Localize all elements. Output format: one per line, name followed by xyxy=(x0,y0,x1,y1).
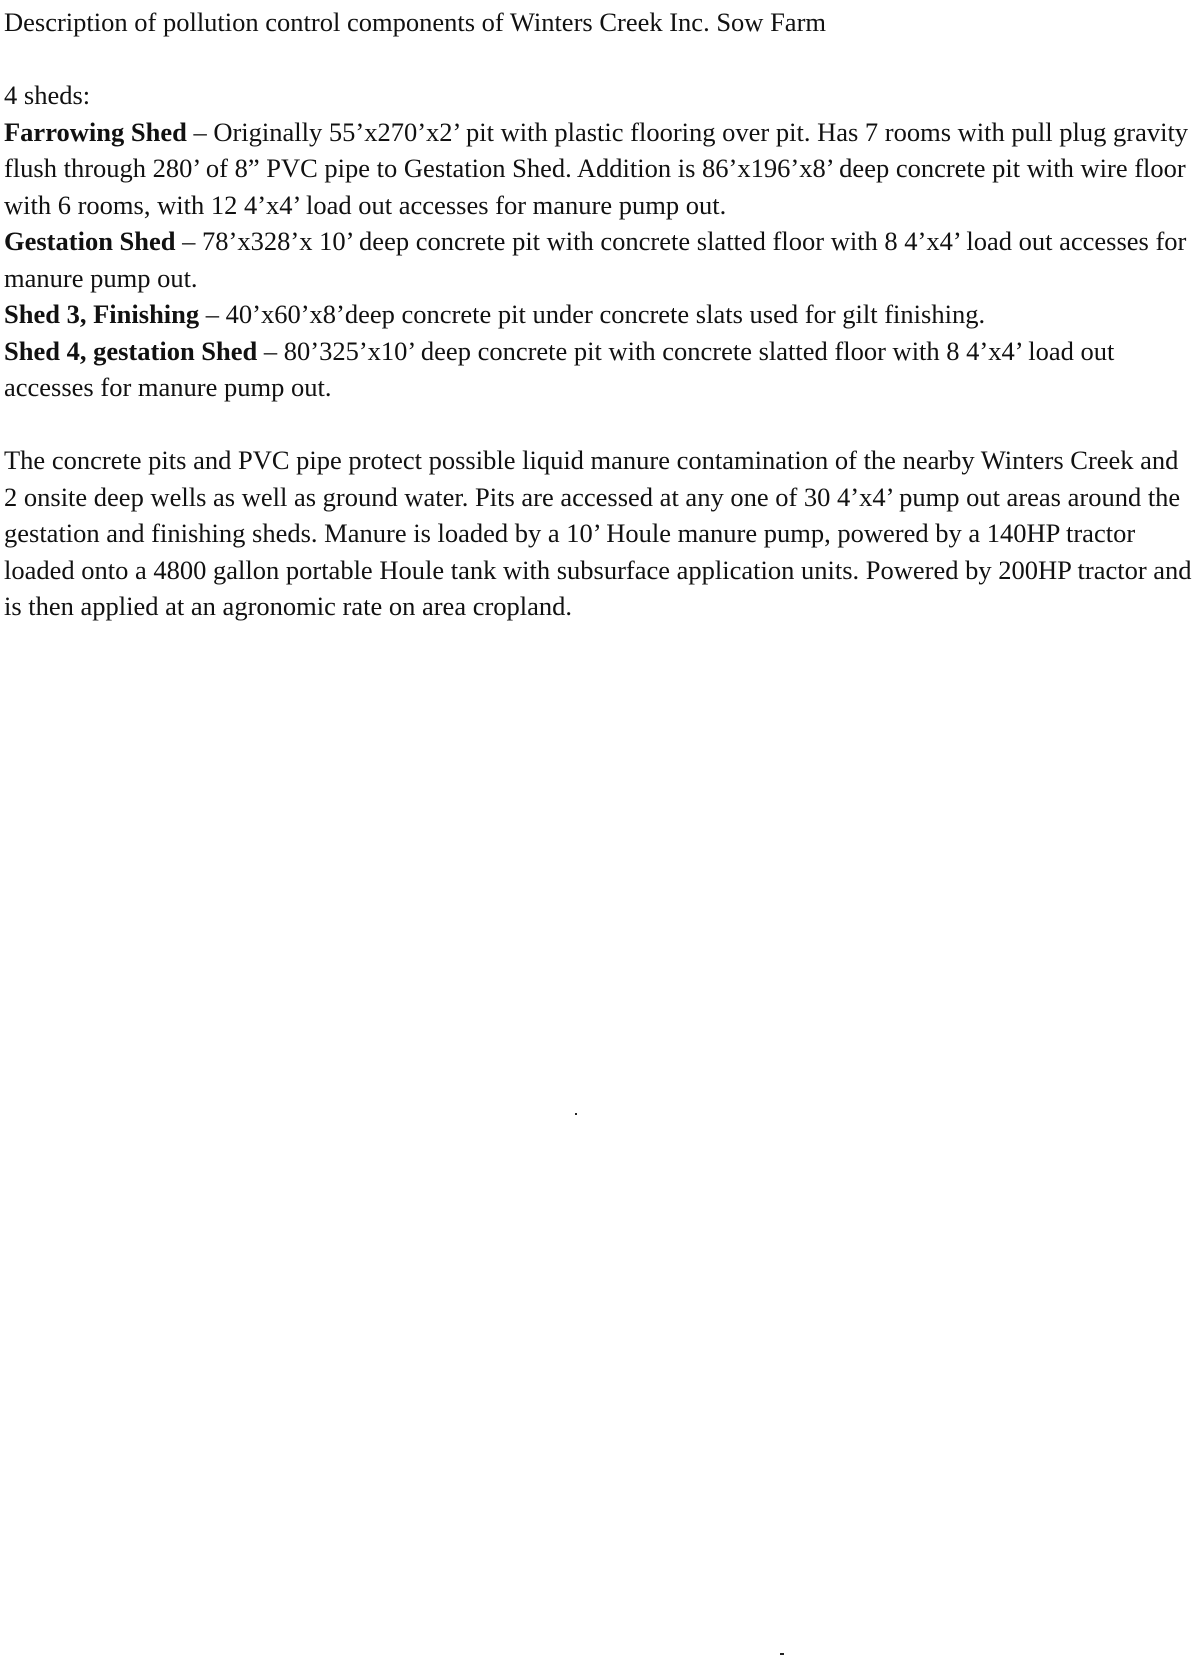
shed-description: – 78’x328’x 10’ deep concrete pit with concrete slatted floor with 8 4’x4’ load out accesses for manure pump out. xyxy=(4,226,1187,293)
shed-gestation xyxy=(4,223,1194,296)
document-title: Description of pollution control components of Winters Creek Inc. Sow Farm xyxy=(4,7,827,37)
scan-speck xyxy=(780,1653,784,1655)
shed-name: Farrowing Shed xyxy=(4,116,187,147)
blank-line xyxy=(4,406,1194,443)
sheds-intro: 4 sheds: xyxy=(4,80,91,110)
shed-4-gestation xyxy=(4,333,1194,406)
blank-line xyxy=(4,41,1194,78)
shed-name: Gestation Shed xyxy=(4,226,176,256)
shed-name: Shed 3, Finishing xyxy=(4,299,200,329)
summary-paragraph: The concrete pits and PVC pipe protect possible liquid manure contamination of the nearby Winters Creek and 2 onsite deep wells as well as ground water. Pits are accessed at any one of 30 4’x4’ pump out areas around the gestation and finishing sheds. Manure is loaded by a 10’ Houle manure pump, powered by a 140HP tractor loaded onto a 4800 gallon portable Houle tank with subsurface application units. Powered by 200HP tractor and is then applied at an agronomic rate on area cropland. xyxy=(4,445,1192,621)
shed-3-finishing xyxy=(4,296,1194,333)
shed-name: Shed 4, gestation Shed xyxy=(4,335,258,366)
shed-description: – 80’325’x10’ deep concrete pit with concrete slatted floor with 8 4’x4’ load out accesses for manure pump out. xyxy=(4,335,1115,402)
scan-speck xyxy=(575,1113,577,1115)
document-page xyxy=(4,4,1194,625)
shed-farrowing xyxy=(4,114,1194,224)
shed-description: – 40’x60’x8’deep concrete pit under concrete slats used for gilt finishing. xyxy=(199,299,986,329)
shed-description: – Originally 55’x270’x2’ pit with plastic flooring over pit. Has 7 rooms with pull plug gravity flush through 280’ of 8” PVC pipe to Gestation Shed. Addition is 86’x196’x8’ deep concrete pit with wire floor with 6 rooms, with 12 4’x4’ load out accesses for manure pump out. xyxy=(4,116,1189,220)
